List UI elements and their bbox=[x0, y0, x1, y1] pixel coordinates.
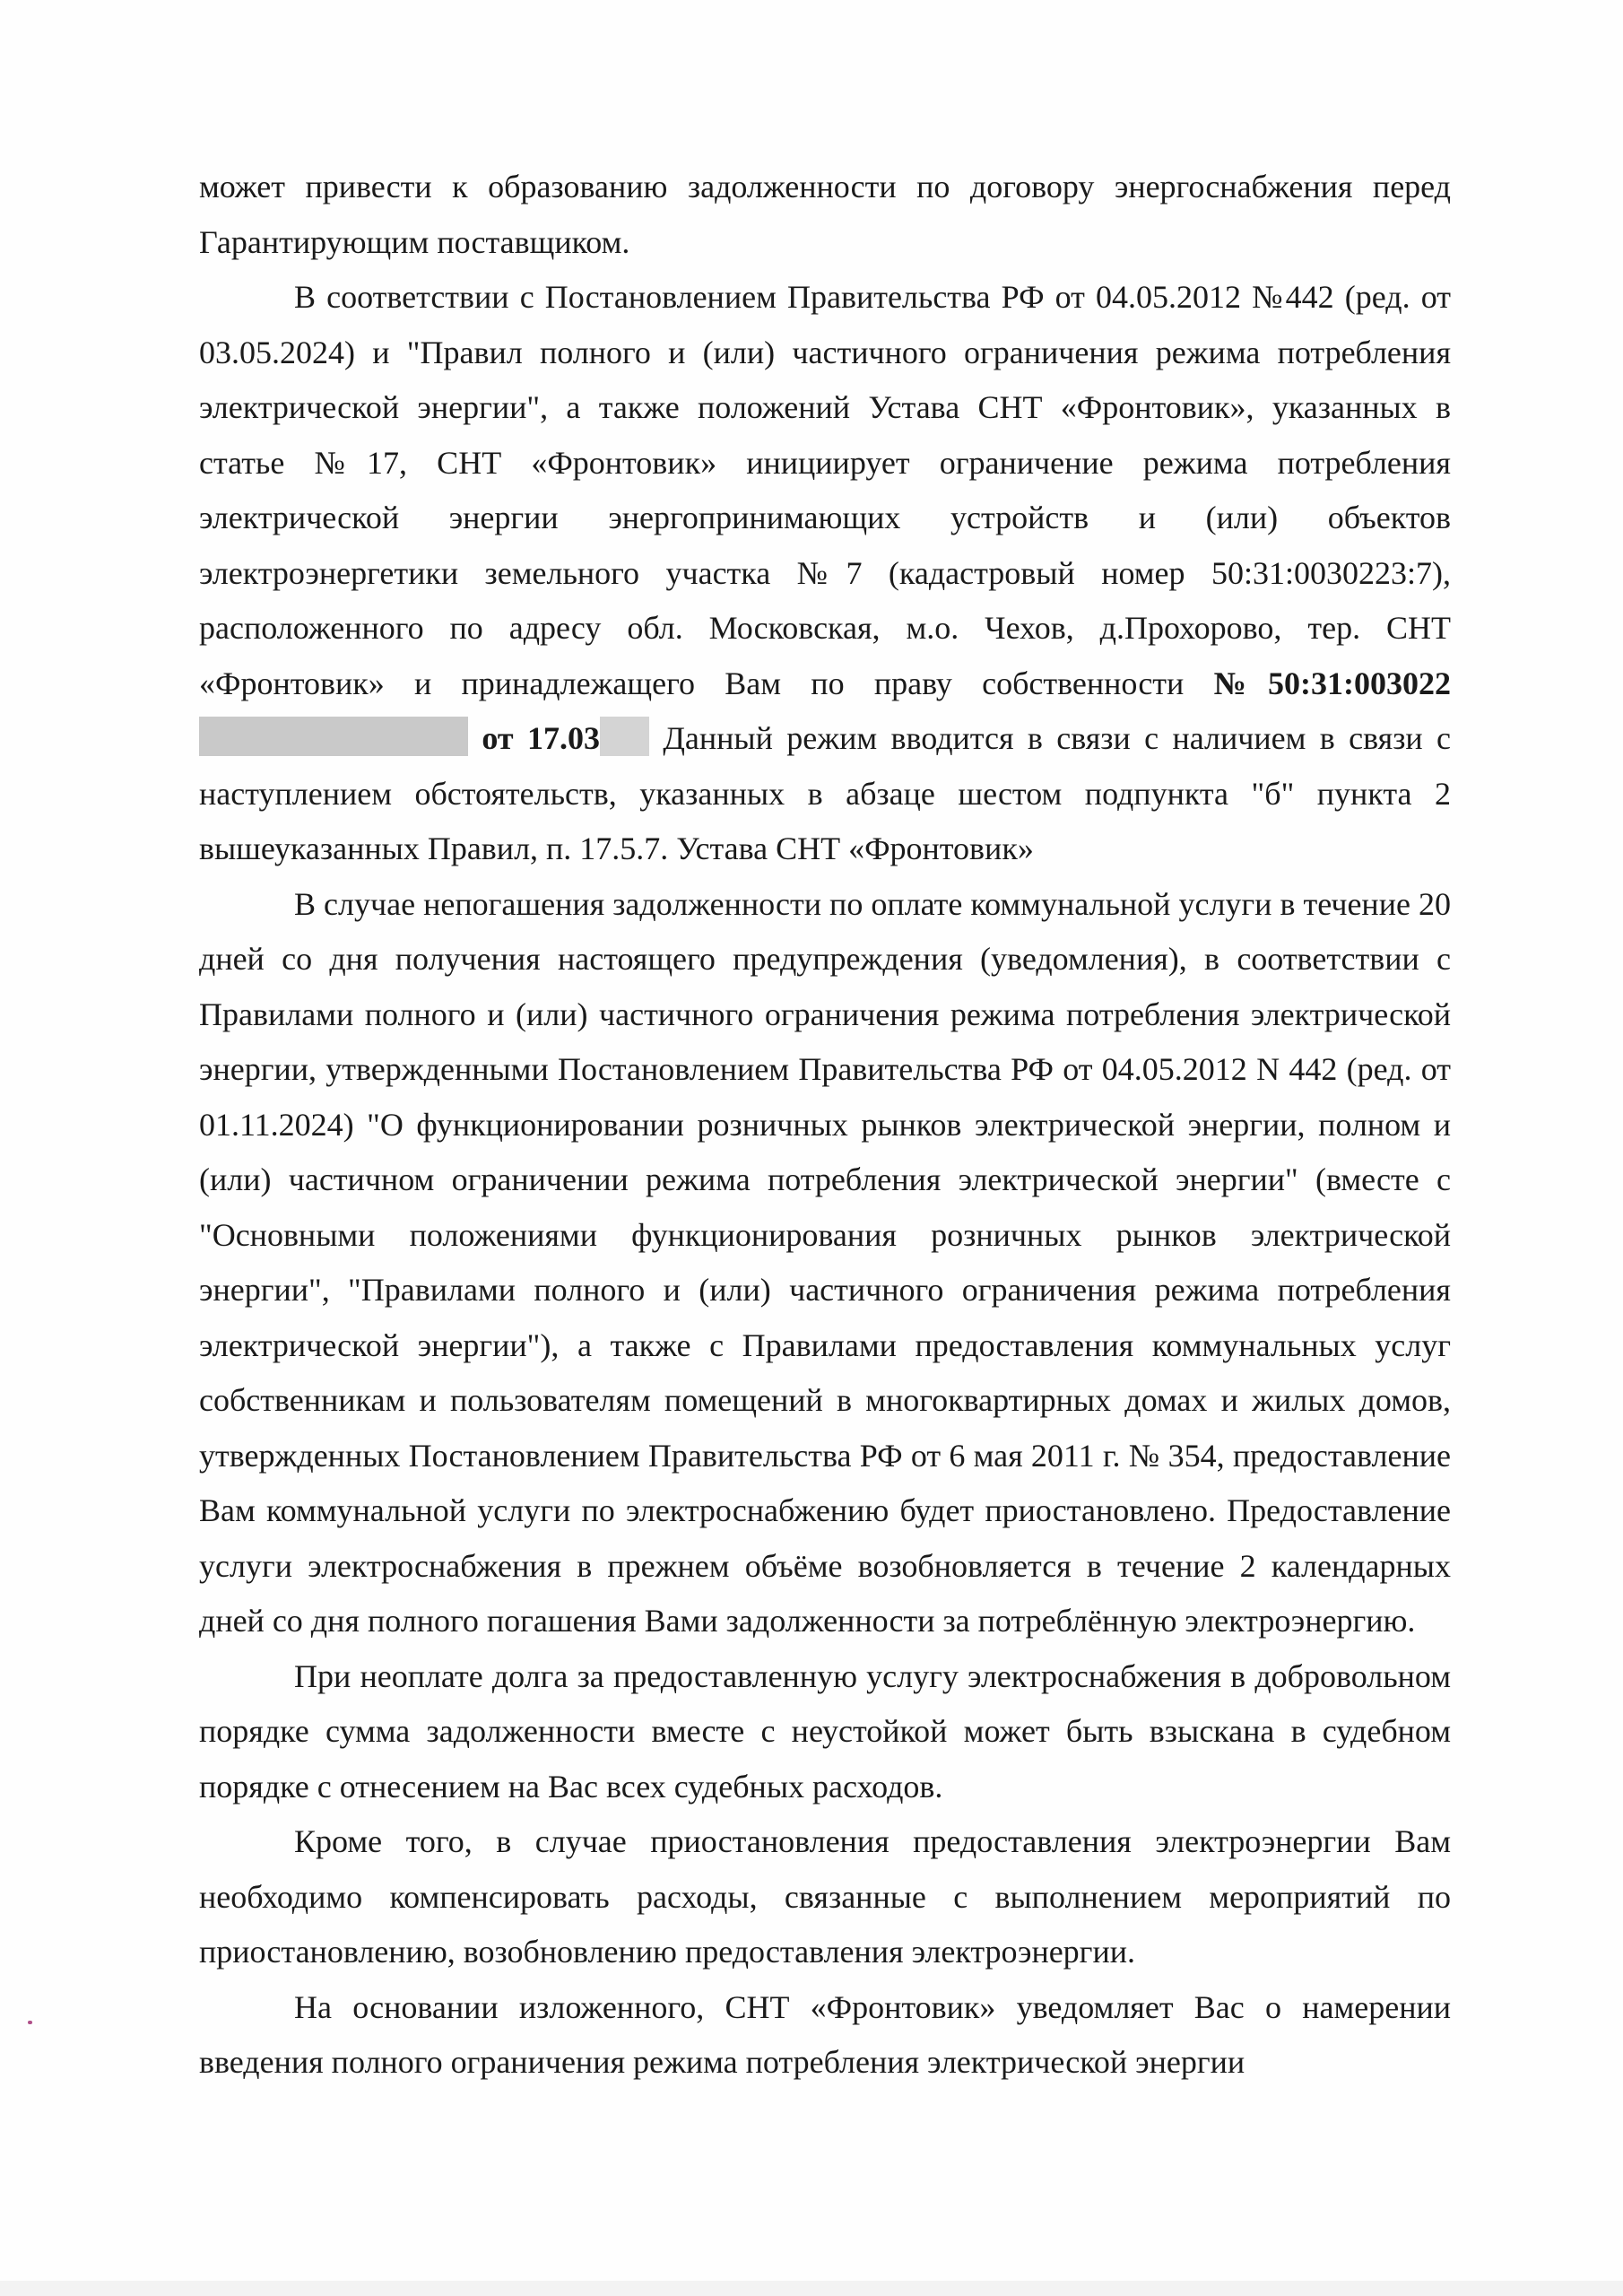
redaction-box bbox=[199, 717, 468, 756]
scan-edge bbox=[0, 2281, 1623, 2296]
registration-number: №50:31:003022 bbox=[1213, 665, 1452, 701]
paragraph-2 bbox=[199, 270, 1451, 877]
registration-date: 17.03 bbox=[526, 720, 600, 756]
paragraph-5: Кроме того, в случае приостановления предоставления электроэнергии Вам необходимо компенсировать расходы, связанные с выполнением мероприятий по приостановлению, возобновлению предоставления электроэнергии. bbox=[199, 1823, 1451, 1970]
paragraph-2-continued: Данный режим вводится в связи с наличием в связи с наступлением обстоятельств, указанных в абзаце шестом подпункта "б" пункта 2 вышеуказанных Правил, п. 17.5.7. Устава СНТ «Фронтовик» bbox=[199, 720, 1452, 866]
registration-from: от bbox=[482, 720, 514, 756]
paragraph-2-text: В соответствии с Постановлением Правительства РФ от 04.05.2012 №442 (ред. от 03.05.2024) и "Правил полного и (или) частичного ограничения режима потребления электрической энергии", а также положений Устава СНТ «Фронтовик», указанных в статье №17, СНТ «Фронтовик» инициирует ограничение режима потребления электрической энергии энергопринимающих устройств и (или) объектов электроэнергетики земельного участка №7 (кадастровый номер 50:31:0030223:7), расположенного по адресу обл. Московская, м.о. Чехов, д.Прохорово, тер. СНТ «Фронтовик» и принадлежащего Вам по праву собственности bbox=[199, 279, 1451, 701]
paragraph-4: При неоплате долга за предоставленную услугу электроснабжения в добровольном порядке сумма задолженности вместе с неустойкой может быть взыскана в судебном порядке с отнесением на Вас всех судебных расходов. bbox=[199, 1657, 1451, 1805]
redaction-box-date bbox=[600, 717, 649, 756]
paragraph-3: В случае непогашения задолженности по оплате коммунальной услуги в течение 20 дней со дня получения настоящего предупреждения (уведомления), в соответствии с Правилами полного и (или) частичного ограничения режима потребления электрической энергии, утвержденными Постановлением Правительства РФ от 04.05.2012 N 442 (ред. от 01.11.2024) "О функционировании розничных рынков электрической энергии, полном и (или) частичном ограничении режима потребления электрической энергии" (вместе с "Основными положениями функционирования розничных рынков электрической энергии", "Правилами полного и (или) частичного ограничения режима потребления электрической энергии"), а также с Правилами предоставления коммунальных услуг собственникам и пользователям помещений в многоквартирных домах и жилых домов, утвержденных Постановлением Правительства РФ от 6 мая 2011 г. № 354, предоставление Вам коммунальной услуги по электроснабжению будет приостановлено. Предоставление услуги электроснабжения в прежнем объёме возобновляется в течение 2 календарных дней со дня полного погашения Вами задолженности за потреблённую электроэнергию. bbox=[199, 885, 1451, 1639]
paragraph-1: может привести к образованию задолженности по договору энергоснабжения перед Гарантирующим поставщиком. bbox=[199, 169, 1451, 260]
scan-speck bbox=[28, 2021, 32, 2024]
document-body bbox=[199, 160, 1451, 2091]
paragraph-6: На основании изложенного, СНТ «Фронтовик» уведомляет Вас о намерении введения полного ограничения режима потребления электрической энергии bbox=[199, 1988, 1451, 2080]
